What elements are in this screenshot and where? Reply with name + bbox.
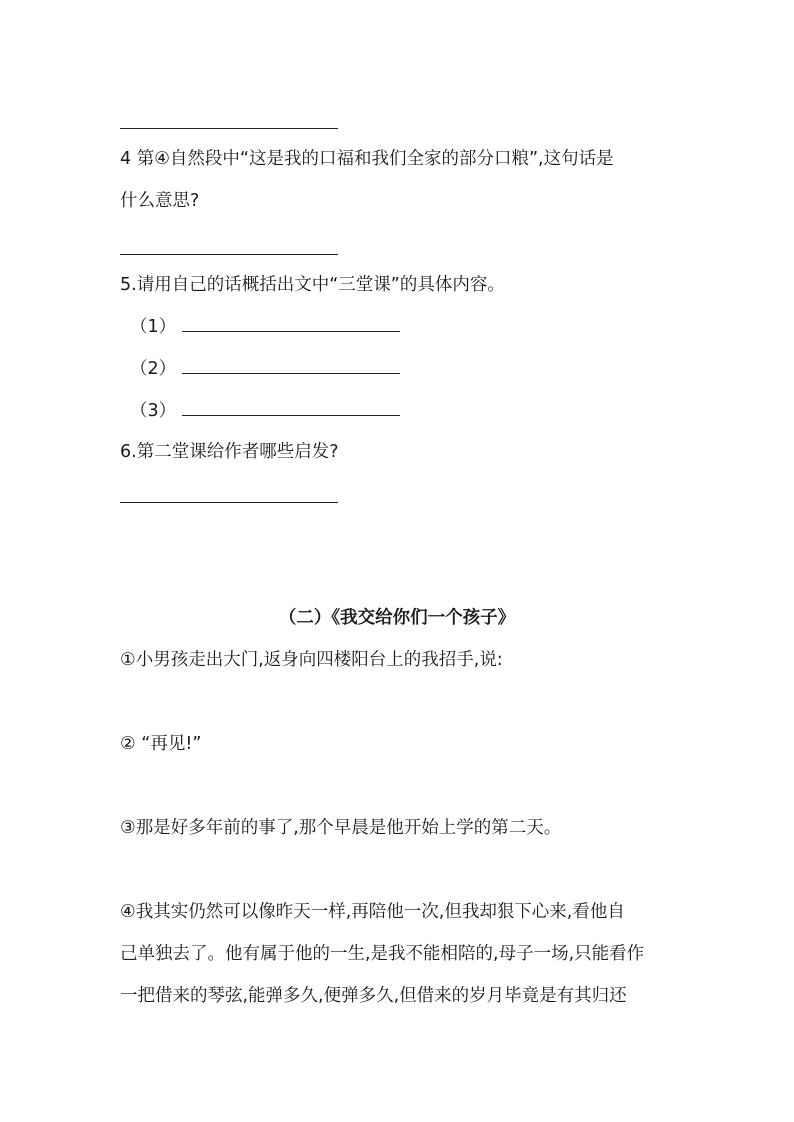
q5-item-2-label: （2） — [130, 359, 177, 379]
answer-line-q3[interactable] — [120, 128, 338, 129]
q5-item-2-answer-line[interactable] — [182, 359, 400, 374]
section-2-paragraph-1: ①小男孩走出大门,返身向四楼阳台上的我招手,说: — [120, 650, 503, 670]
section-2-paragraph-3: ③那是好多年前的事了,那个早晨是他开始上学的第二天。 — [120, 818, 562, 838]
question-4-line-1: 4 第④自然段中“这是我的口福和我们全家的部分口粮”,这句话是 — [120, 149, 614, 169]
question-5: 5.请用自己的话概括出文中“三堂课”的具体内容。 — [120, 275, 505, 295]
q5-item-3-answer-line[interactable] — [182, 401, 400, 416]
q5-item-1-label: （1） — [130, 317, 177, 337]
question-6: 6.第二堂课给作者哪些启发? — [120, 442, 339, 462]
answer-line-q4[interactable] — [120, 254, 338, 255]
q5-item-3-label: （3） — [130, 401, 177, 421]
q5-item-1 — [130, 315, 400, 339]
section-2-paragraph-2: ② “再见!” — [120, 734, 202, 754]
q5-item-1-answer-line[interactable] — [182, 317, 400, 332]
answer-line-q6[interactable] — [120, 502, 338, 503]
section-2-paragraph-4-line-1: ④我其实仍然可以像昨天一样,再陪他一次,但我却狠下心来,看他自 — [120, 902, 625, 922]
q5-item-2 — [130, 357, 400, 381]
section-2-title: （二）《我交给你们一个孩子》 — [278, 608, 516, 628]
section-2-paragraph-4-line-2: 己单独去了。他有属于他的一生,是我不能相陪的,母子一场,只能看作 — [120, 944, 645, 964]
question-4-line-2: 什么意思? — [120, 191, 200, 211]
q5-item-3 — [130, 399, 400, 423]
section-2-paragraph-4-line-3: 一把借来的琴弦,能弹多久,便弹多久,但借来的岁月毕竟是有其归还 — [120, 986, 627, 1006]
